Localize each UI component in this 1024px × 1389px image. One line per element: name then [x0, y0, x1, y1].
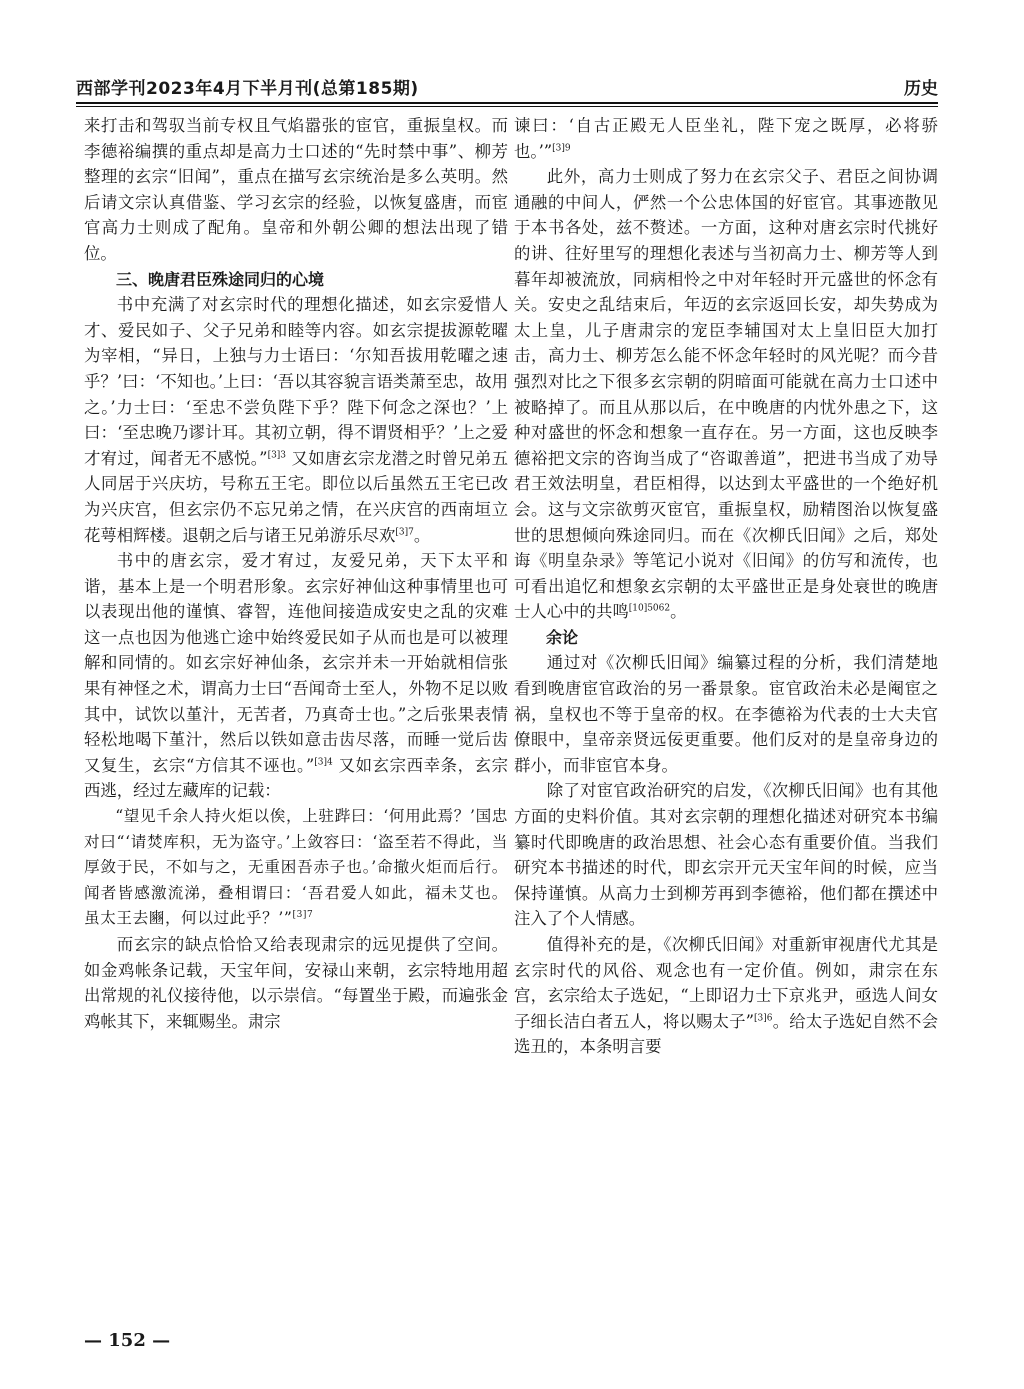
paragraph: 谏曰：‘自古正殿无人臣坐礼，陛下宠之既厚，必将骄也。’”$^{[3]9}$ [514, 116, 938, 161]
header-rule-thin [76, 106, 938, 107]
paragraph: 除了对宦官政治研究的启发，《次柳氏旧闻》也有其他方面的史料价值。其对玄宗朝的理想化描述对研究本书编纂时代即晚唐的政治思想、社会心态有重要价值。当我们研究本书描述的时代，即玄宗开元天宝年间的时候，应当保持谨慎。从高力士到柳芳再到李德裕，他们都在撰述中注入了个人情感。 [514, 781, 938, 929]
paragraph: 通过对《次柳氏旧闻》编纂过程的分析，我们清楚地看到晚唐宦官政治的另一番景象。宦官政治未必是阉宦之祸，皇权也不等于皇帝的权。在李德裕为代表的士大夫官僚眼中，皇帝亲贤远佞更重要。他们反对的是皇帝身边的群小，而非宦官本身。 [514, 653, 938, 775]
paragraph: 此外，高力士则成了努力在玄宗父子、君臣之间协调通融的中间人，俨然一个公忠体国的好宦官。其事迹散见于本书各处，兹不赘述。一方面，这种对唐玄宗时代挑好的讲、往好里写的理想化表述与当初高力士、柳芳等人到暮年却被流放，同病相怜之中对年轻时开元盛世的怀念有关。安史之乱结束后，年迈的玄宗返回长安，却失势成为太上皇，儿子唐肃宗的宠臣李辅国对太上皇旧臣大加打击，高力士、柳芳怎么能不怀念年轻时的风光呢？而今昔强烈对比之下很多玄宗朝的阴暗面可能就在高力士口述中被略掉了。而且从那以后，在中晚唐的内忧外患之下，这种对盛世的怀念和想象一直存在。另一方面，这也反映李德裕把文宗的咨询当成了“咨诹善道”，把进书当成了劝导君王效法明皇，君臣相得，以达到太平盛世的一个绝好机会。这与文宗欲剪灭宦官，重振皇权，励精图治以恢复盛世的思想倾向殊途同归。而在《次柳氏旧闻》之后，郑处诲《明皇杂录》等笔记小说对《旧闻》的仿写和流传，也可看出追忆和想象玄宗朝的太平盛世正是身处衰世的晚唐士人心中的共鸣$^{[10]5062}$。 [514, 167, 938, 622]
paragraph: 值得补充的是，《次柳氏旧闻》对重新审视唐代尤其是玄宗时代的风俗、观念也有一定价值。例如，肃宗在东宫，玄宗给太子选妃，“上即诏力士下京兆尹，亟选人间女子细长洁白者五人，将以赐太子”$^{[3]6}$。给太子选妃自然不会选丑的，本条明言要 [514, 935, 938, 1057]
citation: [3]3 [267, 450, 287, 461]
citation: [3]7 [395, 527, 414, 538]
left-column [84, 113, 508, 1034]
citation: [10]5062 [628, 603, 671, 614]
header-rule-thick [76, 102, 938, 104]
section-heading: 三、晚唐君臣殊途同归的心境 [116, 269, 325, 289]
citation: [3]7 [292, 910, 314, 921]
section-label: 历史 [904, 79, 938, 99]
right-column [514, 113, 938, 1060]
page-number: — 152 — [84, 1330, 171, 1351]
paragraph: 来打击和驾驭当前专权且气焰嚣张的宦官，重振皇权。而李德裕编撰的重点却是高力士口述的“先时禁中事”、柳芳整理的玄宗“旧闻”，重点在描写玄宗统治是多么英明。然后请文宗认真借鉴、学习玄宗的经验，以恢复盛唐，而宦官高力士则成了配角。皇帝和外朝公卿的想法出现了错位。 [84, 116, 508, 263]
paragraph: 书中充满了对玄宗时代的理想化描述，如玄宗爱惜人才、爱民如子、父子兄弟和睦等内容。如玄宗提拔源乾曜为宰相，“异日，上独与力士语曰：‘尔知吾拔用乾曜之速乎？’曰：‘不知也。’上曰：‘吾以其容貌言语类萧至忠，故用之。’力士曰：‘至忠不尝负陛下乎？陛下何念之深也？’上曰：‘至忠晚乃谬计耳。其初立朝，得不谓贤相乎？’上之爱才宥过，闻者无不感悦。”$^{[3]3}$ 又如唐玄宗龙潜之时曾兄弟五人同居于兴庆坊，号称五王宅。即位以后虽然五王宅已改为兴庆宫，但玄宗仍不忘兄弟之情，在兴庆宫的西南垣立花萼相辉楼。退朝之后与诸王兄弟游乐尽欢$^{[3]7}$。 [84, 295, 508, 545]
section-heading: 余论 [546, 627, 579, 647]
citation: [3]9 [552, 143, 571, 154]
citation: [3]4 [314, 757, 333, 768]
paragraph: 书中的唐玄宗，爱才宥过，友爱兄弟，天下太平和谐，基本上是一个明君形象。玄宗好神仙这种事情里也可以表现出他的谨慎、睿智，连他间接造成安史之乱的灾难这一点也因为他逃亡途中始终爱民如子从而也是可以被理解和同情的。如玄宗好神仙条，玄宗并未一开始就相信张果有神怪之术，谓高力士曰“吾闻奇士至人，外物不足以败其中，试饮以堇汁，无苦者，乃真奇士也。”之后张果表情轻松地喝下堇汁，然后以铁如意击齿尽落，而睡一觉后齿又复生，玄宗“方信其不诬也。”$^{[3]4}$ 又如玄宗西幸条，玄宗西逃，经过左藏库的记载： [84, 551, 508, 801]
page-header [76, 72, 938, 100]
journal-title: 西部学刊2023年4月下半月刊(总第185期) [76, 79, 419, 99]
paragraph: 而玄宗的缺点恰恰又给表现肃宗的远见提供了空间。如金鸡帐条记载，天宝年间，安禄山来朝，玄宗特地用超出常规的礼仪接待他，以示崇信。“每置坐于殿，而遍张金鸡帐其下，来辄赐坐。肃宗 [84, 935, 508, 1031]
citation: [3]6 [754, 1013, 773, 1024]
block-quote: “望见千余人持火炬以俟，上驻跸曰：‘何用此焉？’国忠对曰“‘请焚库积，无为盗守。’上敛容曰：‘盗至若不得此，当厚敛于民，不如与之，无重困吾赤子也。’命撤火炬而后行。闻者皆感激流涕，叠相谓曰：‘吾君爱人如此，福未艾也。虽太王去豳，何以过此乎？’”$^{[3]7}$ [84, 807, 508, 928]
